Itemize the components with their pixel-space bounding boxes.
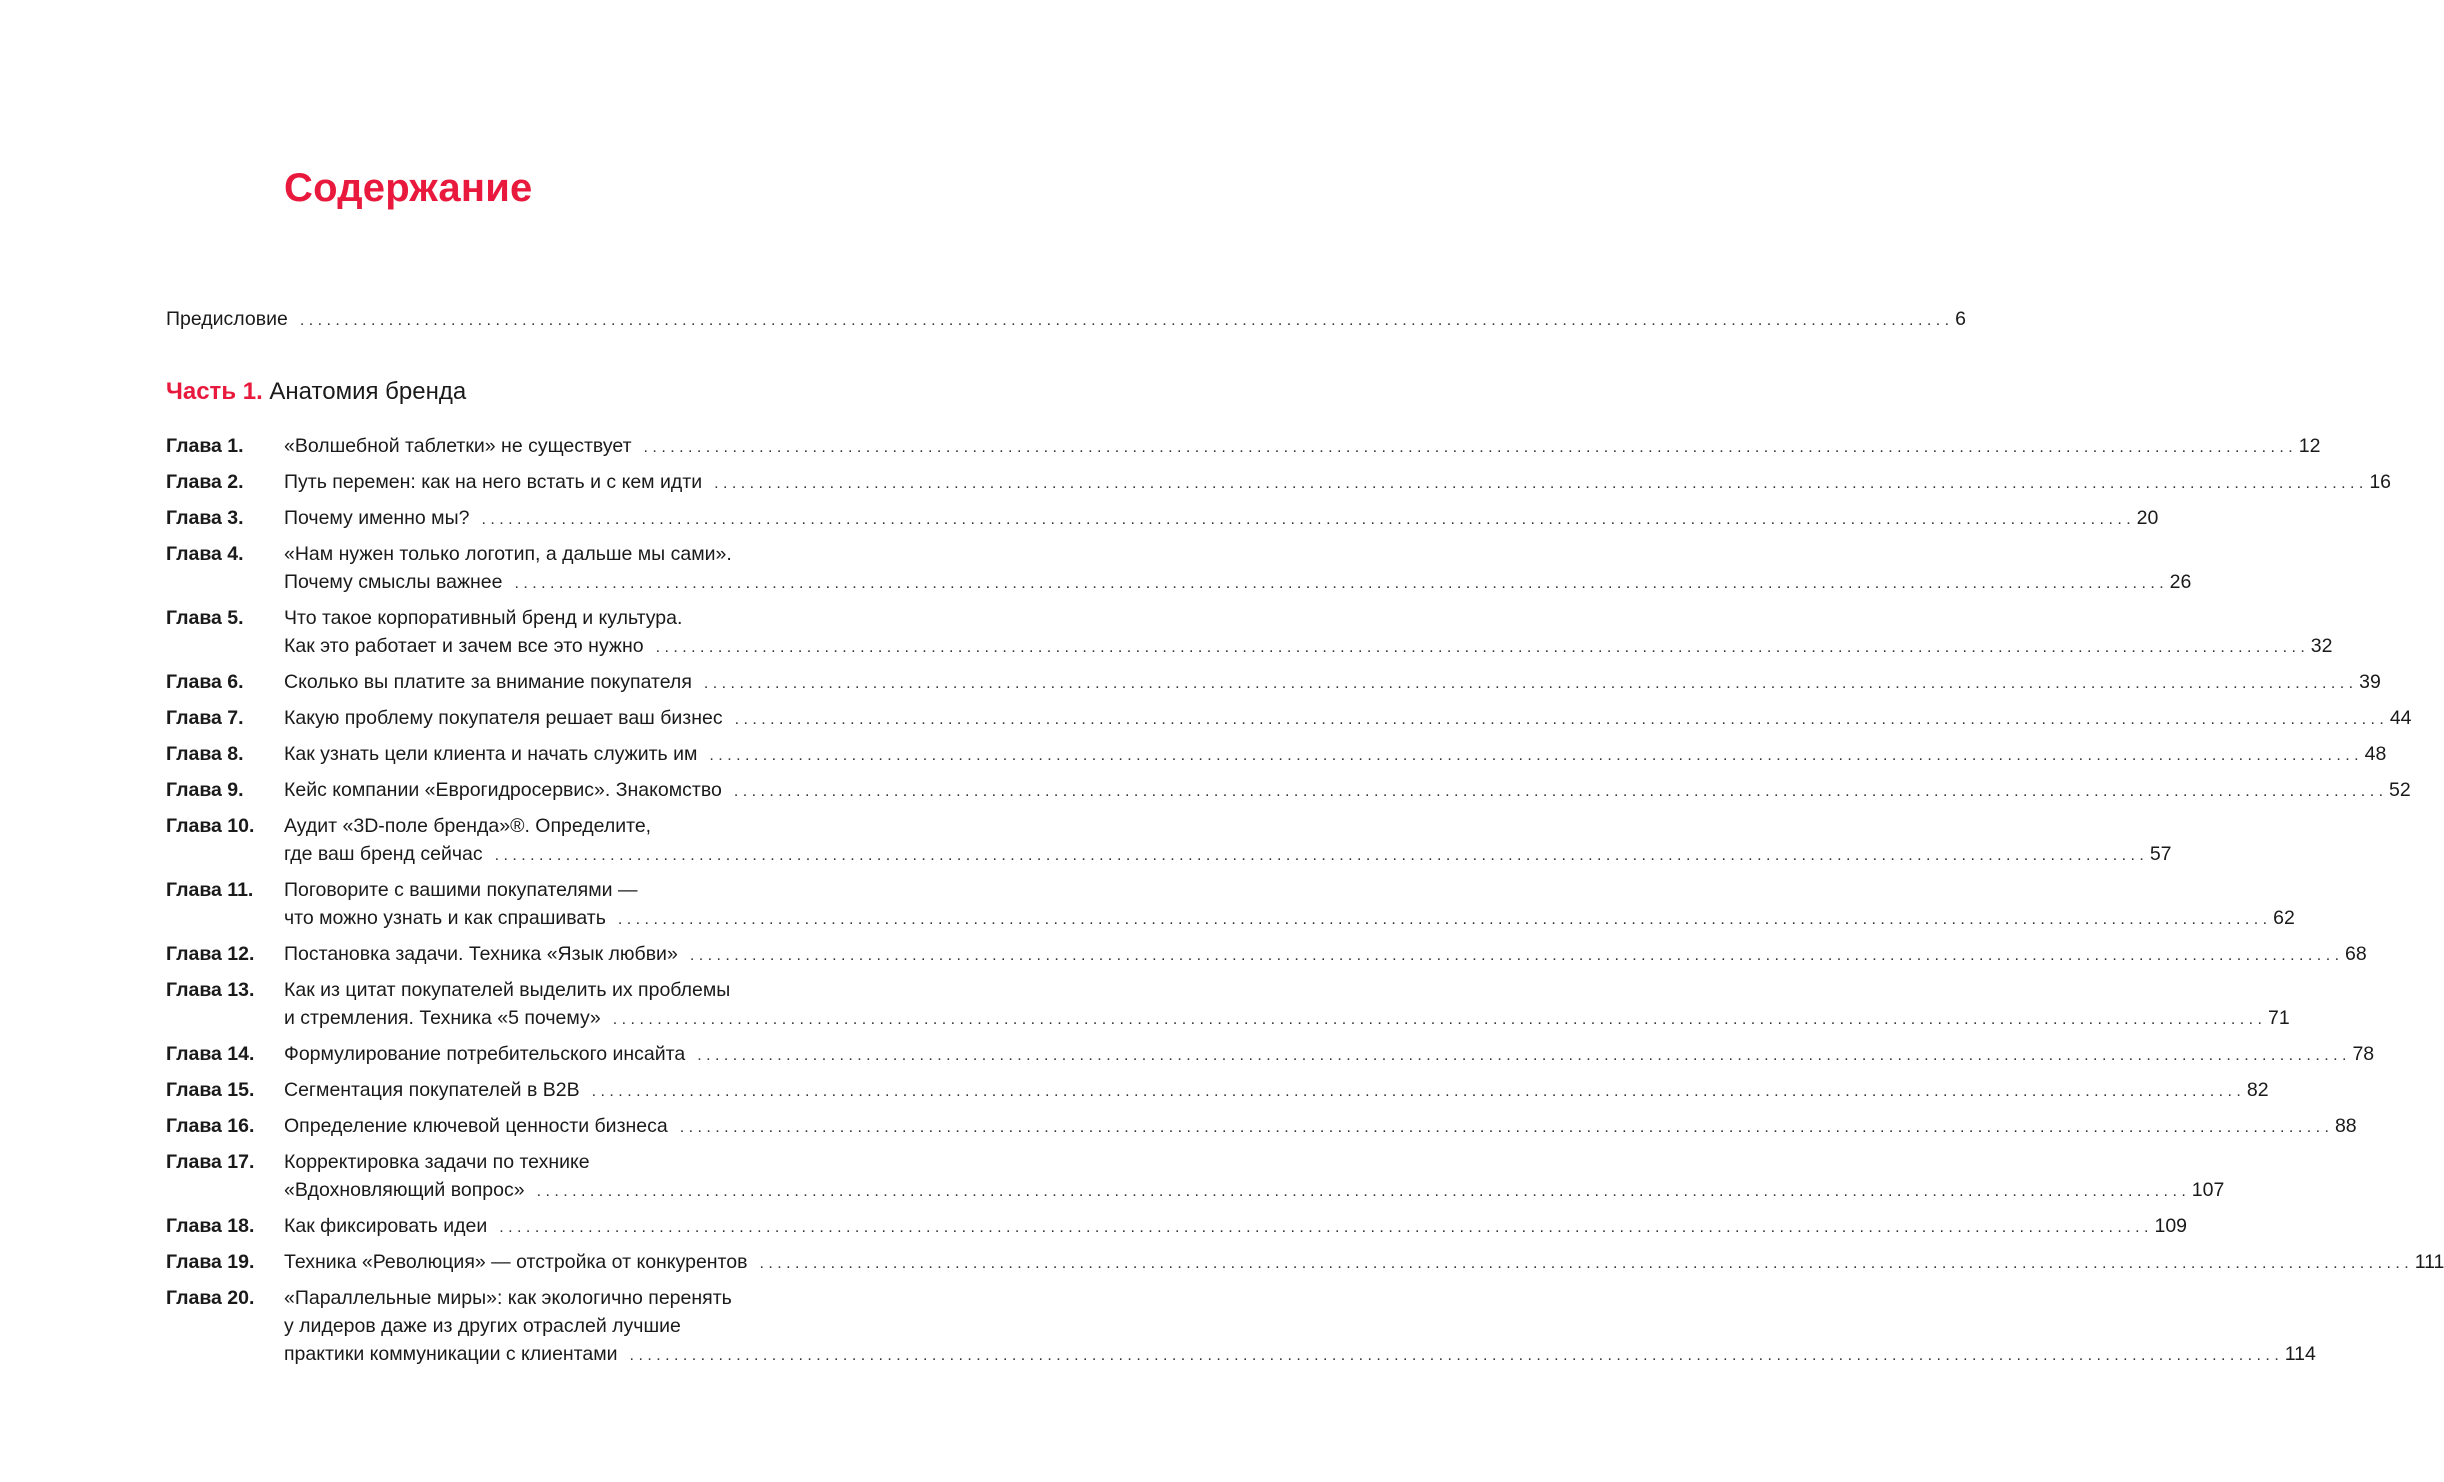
chapter-title-text: что можно узнать и как спрашивать	[284, 907, 606, 929]
chapter-title-line	[284, 1004, 2290, 1034]
chapter-number: Глава 18.	[166, 1215, 255, 1237]
chapter-title-text: «Вдохновляющий вопрос»	[284, 1179, 525, 1201]
chapter-number: Глава 2.	[166, 471, 244, 493]
dot-leader	[697, 1042, 2346, 1070]
chapter-title	[284, 976, 2290, 1034]
chapter-title-text: Сколько вы платите за внимание покупателя	[284, 671, 692, 693]
toc-entry[interactable]	[166, 740, 2387, 770]
toc-entry[interactable]	[166, 1040, 2375, 1070]
chapter-title-line: «Параллельные миры»: как экологично перенять	[284, 1287, 732, 1309]
dot-leader	[759, 1250, 2408, 1278]
chapter-number: Глава 19.	[166, 1251, 255, 1273]
chapter-title-line	[284, 776, 2411, 806]
chapter-title	[284, 468, 2392, 498]
chapter-title-line	[284, 1112, 2357, 1142]
chapter-page: 20	[2136, 507, 2159, 529]
chapter-title-line	[284, 1340, 2316, 1370]
chapter-page: 26	[2169, 571, 2192, 593]
chapter-number: Глава 9.	[166, 779, 244, 801]
chapter-title	[284, 876, 2295, 934]
table-of-contents	[166, 432, 2444, 1376]
toc-entry[interactable]	[166, 1248, 2444, 1278]
chapter-title-text: Кейс компании «Еврогидросервис». Знакомство	[284, 779, 722, 801]
chapter-title-text: Постановка задачи. Техника «Язык любви»	[284, 943, 678, 965]
toc-entry[interactable]	[166, 940, 2367, 970]
chapter-title	[284, 704, 2412, 734]
chapter-title	[284, 940, 2367, 970]
chapter-title-line: у лидеров даже из других отраслей лучшие	[284, 1315, 681, 1337]
chapter-title	[284, 1212, 2188, 1242]
chapter-title-line	[284, 704, 2412, 734]
chapter-title-line	[284, 504, 2159, 534]
chapter-title-text: «Волшебной таблетки» не существует	[284, 435, 632, 457]
chapter-page: 111	[2414, 1251, 2444, 1273]
chapter-page: 107	[2191, 1179, 2225, 1201]
chapter-title-line	[284, 632, 2333, 662]
chapter-title-text: Определение ключевой ценности бизнеса	[284, 1115, 668, 1137]
chapter-number: Глава 10.	[166, 815, 255, 837]
toc-entry[interactable]	[166, 1148, 2225, 1206]
chapter-title	[284, 1112, 2357, 1142]
chapter-number: Глава 11.	[166, 879, 254, 901]
chapter-page: 88	[2334, 1115, 2357, 1137]
chapter-title-line: «Нам нужен только логотип, а дальше мы сами».	[284, 543, 732, 565]
chapter-title-text: практики коммуникации с клиентами	[284, 1343, 618, 1365]
chapter-number: Глава 1.	[166, 435, 244, 457]
toc-entry[interactable]	[166, 1112, 2357, 1142]
chapter-title-line	[284, 668, 2381, 698]
chapter-number: Глава 6.	[166, 671, 244, 693]
chapter-title-text: Почему именно мы?	[284, 507, 470, 529]
part-name: Анатомия бренда	[269, 378, 467, 405]
chapter-number: Глава 14.	[166, 1043, 255, 1065]
chapter-page: 57	[2149, 843, 2172, 865]
chapter-page: 114	[2284, 1343, 2316, 1365]
chapter-title-line	[284, 568, 2192, 598]
chapter-title-text: где ваш бренд сейчас	[284, 843, 483, 865]
chapter-title-text: Сегментация покупателей в B2B	[284, 1079, 580, 1101]
chapter-title-line	[284, 904, 2295, 934]
chapter-page: 82	[2246, 1079, 2269, 1101]
chapter-title-line	[284, 940, 2367, 970]
chapter-title	[284, 540, 2192, 598]
chapter-page: 62	[2273, 907, 2295, 929]
dot-leader	[735, 706, 2384, 734]
chapter-number: Глава 7.	[166, 707, 244, 729]
dot-leader	[481, 506, 2130, 534]
chapter-title	[284, 740, 2387, 770]
dot-leader	[537, 1178, 2186, 1206]
chapter-title	[284, 1248, 2444, 1278]
chapter-title-line	[284, 840, 2172, 870]
chapter-title-line	[284, 1212, 2188, 1242]
page-title: Содержание	[284, 166, 533, 210]
chapter-page: 68	[2345, 943, 2367, 965]
chapter-title	[284, 504, 2159, 534]
dot-leader	[300, 312, 1949, 330]
toc-entry[interactable]	[166, 1076, 2269, 1106]
chapter-title-text: Почему смыслы важнее	[284, 571, 503, 593]
chapter-page: 32	[2310, 635, 2333, 657]
chapter-title	[284, 1284, 2316, 1370]
chapter-number: Глава 5.	[166, 607, 244, 629]
toc-entry[interactable]	[166, 776, 2411, 806]
chapter-page: 44	[2389, 707, 2412, 729]
chapter-page: 12	[2298, 435, 2321, 457]
chapter-number: Глава 4.	[166, 543, 244, 565]
chapter-page: 52	[2389, 779, 2411, 801]
toc-entry[interactable]	[166, 504, 2159, 534]
toc-entry[interactable]	[166, 604, 2333, 662]
preface-entry[interactable]	[166, 308, 1966, 331]
chapter-title-text: Как это работает и зачем все это нужно	[284, 635, 644, 657]
toc-entry[interactable]	[166, 812, 2172, 870]
chapter-title	[284, 1076, 2269, 1106]
chapter-title-text: Как фиксировать идеи	[284, 1215, 488, 1237]
chapter-page: 71	[2267, 1007, 2290, 1029]
chapter-title-line	[284, 740, 2387, 770]
chapter-title	[284, 812, 2172, 870]
chapter-number: Глава 8.	[166, 743, 244, 765]
chapter-number: Глава 20.	[166, 1287, 255, 1309]
dot-leader	[644, 434, 2293, 462]
toc-entry[interactable]	[166, 876, 2295, 934]
part-number: Часть 1.	[166, 378, 263, 405]
chapter-number: Глава 3.	[166, 507, 244, 529]
dot-leader	[499, 1214, 2148, 1242]
chapter-number: Глава 15.	[166, 1079, 255, 1101]
chapter-title-line	[284, 1076, 2269, 1106]
preface-label: Предисловие	[166, 308, 288, 330]
dot-leader	[618, 906, 2267, 934]
chapter-title-line	[284, 1176, 2225, 1206]
chapter-title-text: Формулирование потребительского инсайта	[284, 1043, 686, 1065]
chapter-title	[284, 432, 2321, 462]
chapter-page: 78	[2352, 1043, 2375, 1065]
chapter-page: 16	[2369, 471, 2392, 493]
dot-leader	[690, 942, 2339, 970]
chapter-page: 48	[2364, 743, 2387, 765]
chapter-title-line: Что такое корпоративный бренд и культура.	[284, 607, 683, 629]
chapter-page: 39	[2359, 671, 2381, 693]
toc-entry[interactable]	[166, 976, 2290, 1034]
chapter-title	[284, 1040, 2375, 1070]
toc-entry[interactable]	[166, 704, 2412, 734]
toc-entry[interactable]	[166, 432, 2321, 462]
chapter-title	[284, 776, 2411, 806]
dot-leader	[630, 1342, 2279, 1370]
chapter-title-text: Какую проблему покупателя решает ваш бизнес	[284, 707, 723, 729]
chapter-title	[284, 604, 2333, 662]
dot-leader	[592, 1078, 2241, 1106]
chapter-title-line	[284, 432, 2321, 462]
chapter-number: Глава 16.	[166, 1115, 255, 1137]
chapter-page: 109	[2154, 1215, 2188, 1237]
chapter-title-line	[284, 1248, 2444, 1278]
chapter-title	[284, 1148, 2225, 1206]
chapter-number: Глава 12.	[166, 943, 255, 965]
toc-entry[interactable]	[166, 540, 2192, 598]
toc-entry[interactable]	[166, 668, 2381, 698]
toc-entry[interactable]	[166, 1212, 2188, 1242]
dot-leader	[656, 634, 2305, 662]
chapter-number: Глава 13.	[166, 979, 255, 1001]
chapter-title-line: Поговорите с вашими покупателями —	[284, 879, 638, 901]
chapter-title-text: Техника «Революция» — отстройка от конкурентов	[284, 1251, 748, 1273]
part-heading	[166, 378, 466, 406]
dot-leader	[514, 570, 2163, 598]
chapter-number: Глава 17.	[166, 1151, 255, 1173]
chapter-title-line	[284, 468, 2392, 498]
dot-leader	[714, 470, 2363, 498]
chapter-title-line: Аудит «3D-поле бренда»®. Определите,	[284, 815, 652, 837]
chapter-title-text: Путь перемен: как на него встать и с кем идти	[284, 471, 703, 493]
chapter-title-line: Как из цитат покупателей выделить их проблемы	[284, 979, 731, 1001]
dot-leader	[613, 1006, 2262, 1034]
preface-page: 6	[1955, 308, 1966, 330]
dot-leader	[734, 778, 2383, 806]
dot-leader	[495, 842, 2144, 870]
toc-entry[interactable]	[166, 1284, 2316, 1370]
chapter-title-text: Как узнать цели клиента и начать служить им	[284, 743, 698, 765]
dot-leader	[680, 1114, 2329, 1142]
toc-entry[interactable]	[166, 468, 2392, 498]
chapter-title-text: и стремления. Техника «5 почему»	[284, 1007, 601, 1029]
dot-leader	[709, 742, 2358, 770]
dot-leader	[704, 670, 2353, 698]
chapter-title-line	[284, 1040, 2375, 1070]
chapter-title	[284, 668, 2381, 698]
chapter-title-line: Корректировка задачи по технике	[284, 1151, 590, 1173]
